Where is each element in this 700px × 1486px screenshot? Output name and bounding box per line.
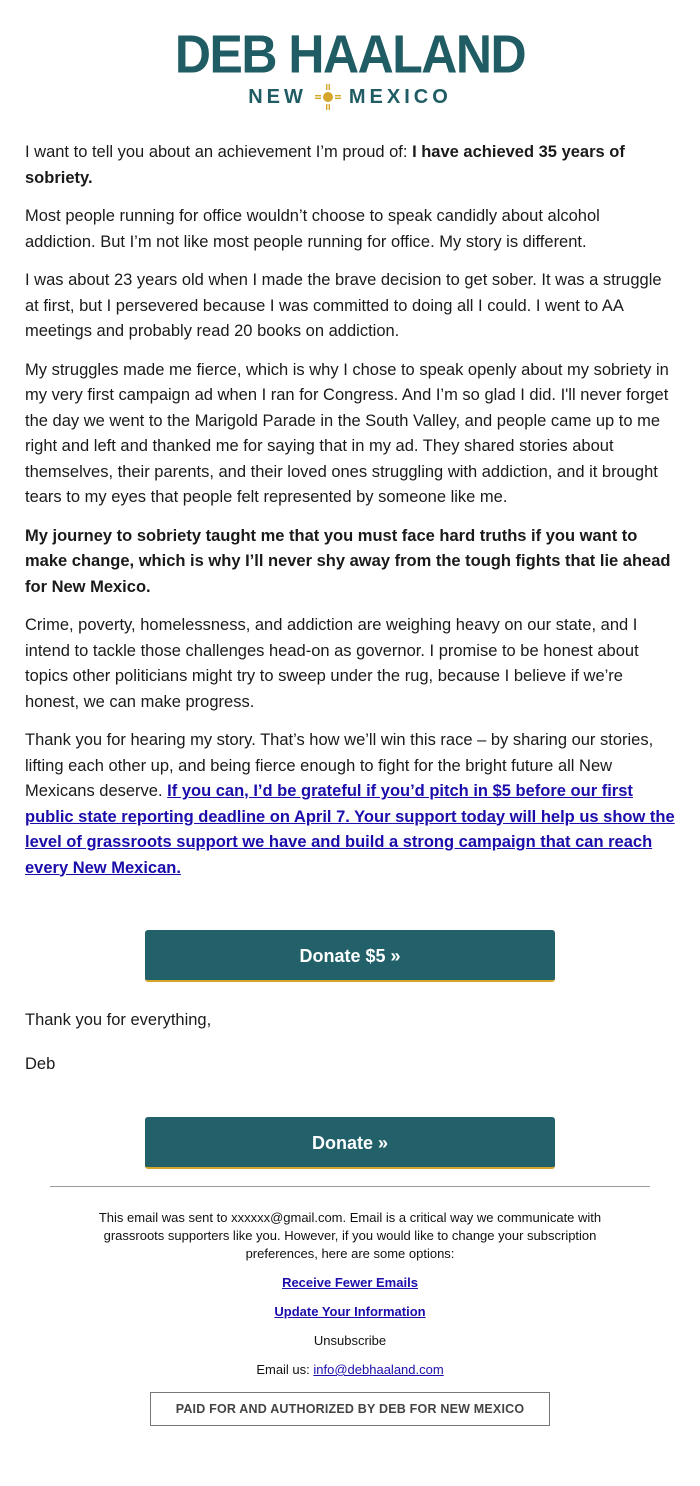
paid-for-disclaimer: PAID FOR AND AUTHORIZED BY DEB FOR NEW MEXICO	[150, 1392, 550, 1426]
achievement-intro: I want to tell you about an achievement I’m proud of:	[25, 143, 413, 161]
campaign-logo[interactable]	[0, 0, 700, 110]
signoff	[25, 1008, 211, 1096]
paragraph-decision: I was about 23 years old when I made the brave decision to get sober. It was a struggle at first, but I persevered because I was committed to doing all I could. I went to AA meetings and probably read 20 books on addiction.	[25, 271, 662, 340]
footer-email-row	[75, 1361, 625, 1379]
logo-state-left: NEW	[248, 86, 307, 108]
unsubscribe-text[interactable]: Unsubscribe	[313, 1333, 387, 1348]
paragraph-ask	[25, 728, 675, 881]
donate-button[interactable]: Donate »	[145, 1117, 555, 1169]
footer-notice: This email was sent to xxxxxx@gmail.com. Email is a critical way we communicate with grassroots supporters like you. However, if you would like to change your subscription preferences, here are some options:	[98, 1210, 602, 1261]
achievement-highlight: I have achieved 35 years of sobriety.	[25, 143, 625, 187]
paragraph-candid: Most people running for office wouldn’t choose to speak candidly about alcohol addiction. But I’m not like most people running for office. My story is different.	[25, 207, 600, 251]
logo-state-right: MEXICO	[348, 86, 452, 108]
footer-fewer-emails-row	[75, 1274, 625, 1292]
paragraph-hard-truths	[25, 524, 675, 601]
paragraph-campaign-ad: My struggles made me fierce, which is why I chose to speak openly about my sobriety in my very first campaign ad when I ran for Congress. And I’m so glad I did. I'll never forget the day we went to the Marigold Parade in the South Valley, and people came up to me right and left and thanked me for saying that in my ad. They shared stories about themselves, their parents, and their loved ones struggling with addiction, and it brought tears to my eyes that people felt represented by someone like me.	[25, 360, 669, 506]
paragraph-achievement	[25, 140, 675, 191]
donate-5-button[interactable]: Donate $5 »	[145, 930, 555, 982]
email-label: Email us:	[256, 1362, 314, 1377]
email-body	[25, 140, 675, 894]
footer-divider	[50, 1186, 650, 1187]
footer-update-row	[75, 1303, 625, 1321]
logo-name: DEB HAALAND	[174, 23, 526, 85]
contact-email-link[interactable]: info@debhaaland.com	[313, 1362, 444, 1377]
update-information-link[interactable]: Update Your Information	[274, 1304, 426, 1319]
ask-intro: Thank you for hearing my story. That’s how we’ll win this race – by sharing our stories, lifting each other up, and being fierce enough to fight for the bright future all New Mexicans deserve.	[25, 731, 654, 800]
receive-fewer-emails-link[interactable]: Receive Fewer Emails	[282, 1275, 418, 1290]
signoff-name: Deb	[25, 1055, 56, 1073]
donation-ask-link[interactable]: If you can, I’d be grateful if you’d pitch in $5 before our first public state reporting deadline on April 7. Your support today will help us show the level of grassroots support we have and build a strong campaign that can reach every New Mexican.	[25, 782, 675, 877]
hard-truths-bold: My journey to sobriety taught me that you must face hard truths if you want to make change, which is why I’ll never shy away from the tough fights that lie ahead for New Mexico.	[25, 526, 671, 596]
footer	[75, 1209, 625, 1390]
zia-sun-icon	[315, 84, 341, 110]
paragraph-challenges: Crime, poverty, homelessness, and addiction are weighing heavy on our state, and I intend to tackle those challenges head-on as governor. I promise to be honest about topics other politicians might try to sweep under the rug, because I believe if we’re honest, we can make progress.	[25, 616, 639, 711]
signoff-thanks: Thank you for everything,	[25, 1011, 212, 1029]
logo-state	[0, 84, 700, 110]
